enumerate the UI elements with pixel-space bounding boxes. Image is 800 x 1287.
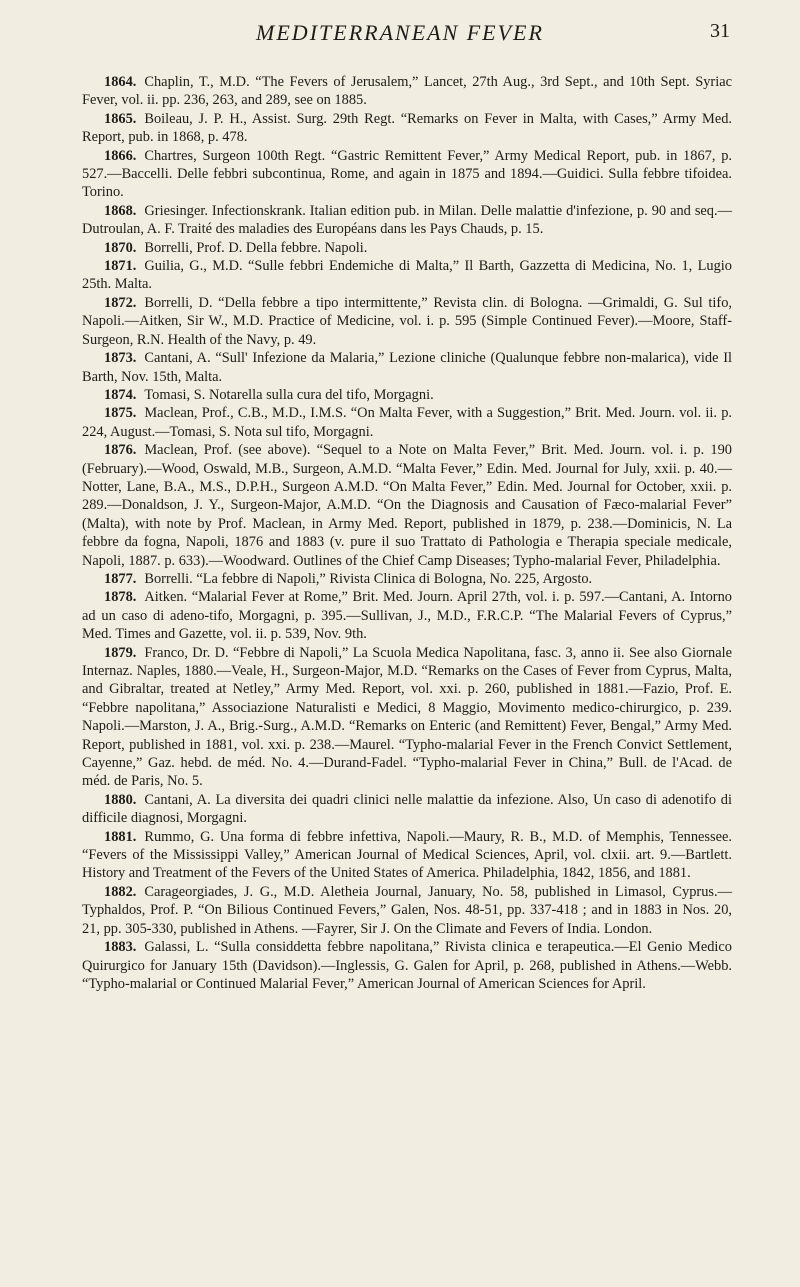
bibliography-entry [82, 257, 732, 294]
page-number: 31 [710, 20, 730, 42]
entry-text: Galassi, L. “Sulla considdetta febbre napolitana,” Rivista clinica e terapeutica.—El Genio Medico Quirurgico for January 15th (Davidson).—Inglessis, G. Galen for April, p. 268, published in Athens.—Webb. “Typho-malarial or Continued Malarial Fever,” American Journal of American Sciences for April. [82, 939, 732, 992]
bibliography-entry [82, 202, 732, 239]
bibliography-entry [82, 570, 732, 588]
entry-text: Borrelli, D. “Della febbre a tipo intermittente,” Revista clin. di Bologna. —Grimaldi, G. Sul tifo, Napoli.—Aitken, Sir W., M.D. Practice of Medicine, vol. i. p. 595 (Simple Continued Fever).—Moore, Staff-Surgeon, R.N. Health of the Navy, p. 49. [82, 294, 732, 348]
entry-text: Tomasi, S. Notarella sulla cura del tifo, Morgagni. [144, 386, 434, 403]
entry-text: Boileau, J. P. H., Assist. Surg. 29th Regt. “Remarks on Fever in Malta, with Cases,” Army Med. Report, pub. in 1868, p. 478. [82, 110, 732, 146]
entry-year: 1875. [104, 405, 137, 422]
entry-text: Aitken. “Malarial Fever at Rome,” Brit. Med. Journ. April 27th, vol. i. p. 597.—Cantani, A. Intorno ad un caso di adeno-tifo, Morgagni, p. 395.—Sullivan, J., M.D., F.R.C.P. “The Malarial Fevers of Cyprus,” Med. Times and Gazette, vol. ii. p. 539, Nov. 9th. [82, 589, 732, 643]
entry-text: Carageorgiades, J. G., M.D. Aletheia Journal, January, No. 58, published in Limasol, Cyprus.—Typhaldos, Prof. P. “On Bilious Continued Fevers,” Galen, Nos. 48-51, pp. 337-418 ; and in 1883 in Nos. 20, 21, pp. 305-330, published in Athens. —Fayrer, Sir J. On the Climate and Fevers of India. London. [82, 883, 732, 937]
entry-text: Franco, Dr. D. “Febbre di Napoli,” La Scuola Medica Napolitana, fasc. 3, anno ii. See also Giornale Internaz. Naples, 1880.—Veale, H., Surgeon-Major, M.D. “Remarks on the Cases of Fever from Cyprus, Malta, and Gibraltar, treated at Netley,” Army Med. Report, vol. xxi. p. 260, published in 1881.—Fazio, Prof. E. “Febbre napolitana,” Associazione Naturalisti e Medici, 8 Maggio, Movimento medico-chirurgico, p. 239. Napoli.—Marston, J. A., Brig.-Surg., A.M.D. “Remarks on Enteric (and Remittent) Fever, Bengal,” Army Med. Report, published in 1881, vol. xxi. p. 238.—Maurel. “Typho-malarial Fever in the French Convict Settlement, Cayenne,” Gaz. hebd. de méd. No. 4.—Durand-Fadel. “Typho-malarial Fever in China,” Bull. de l'Acad. de méd. de Paris, No. 5. [82, 644, 732, 790]
entry-year: 1873. [104, 350, 137, 367]
entry-year: 1868. [104, 202, 137, 219]
bibliography-entry [82, 791, 732, 828]
entry-year: 1865. [104, 110, 137, 127]
bibliography-entry [82, 644, 732, 791]
entry-year: 1874. [104, 386, 137, 403]
bibliography-entry [82, 239, 732, 257]
entry-text: Chartres, Surgeon 100th Regt. “Gastric Remittent Fever,” Army Medical Report, pub. in 1867, p. 527.—Baccelli. Delle febbri subcontinua, Rome, and again in 1875 and 1894.—Guidici. Sulla febbre tifoidea. Torino. [82, 147, 732, 201]
entry-year: 1877. [104, 570, 137, 587]
entry-text: Cantani, A. “Sull' Infezione da Malaria,” Lezione cliniche (Qualunque febbre non-malarica), vide Il Barth, Nov. 15th, Malta. [82, 350, 732, 385]
entry-year: 1882. [104, 883, 137, 900]
entry-year: 1879. [104, 644, 137, 661]
entry-year: 1870. [104, 239, 137, 256]
entry-text: Rummo, G. Una forma di febbre infettiva, Napoli.—Maury, R. B., M.D. of Memphis, Tennessee. “Fevers of the Mississippi Valley,” American Journal of Medical Sciences, April, vol. clxii. art. 9.—Bartlett. History and Treatment of the Fevers of the United States of America. Philadelphia, 1842, 1856, and 1881. [82, 828, 732, 882]
entry-text: Cantani, A. La diversita dei quadri clinici nelle malattie da infezione. Also, Un caso di adenotifo di difficile diagnosi, Morgagni. [82, 791, 732, 827]
bibliography-entry [82, 404, 732, 441]
entry-text: Guilia, G., M.D. “Sulle febbri Endemiche di Malta,” Il Barth, Gazzetta di Medicina, No. 1, Lugio 25th. Malta. [82, 258, 732, 293]
bibliography-entry [82, 294, 732, 349]
entry-text: Griesinger. Infectionskrank. Italian edition pub. in Milan. Delle malattie d'infezione, p. 90 and seq.—Dutroulan, A. F. Traité des maladies des Européans dans les Pays Chauds, p. 15. [82, 202, 732, 238]
running-title: MEDITERRANEAN FEVER [256, 20, 544, 45]
bibliography-entry [82, 349, 732, 386]
bibliography-entry [82, 386, 732, 404]
entry-text: Borrelli, Prof. D. Della febbre. Napoli. [144, 239, 368, 256]
entry-year: 1866. [104, 147, 137, 164]
entry-text: Maclean, Prof. (see above). “Sequel to a Note on Malta Fever,” Brit. Med. Journ. vol. i. p. 190 (February).—Wood, Oswald, M.B., Surgeon, A.M.D. “Malta Fever,” Edin. Med. Journal for July, xxii. p. 40.—Notter, Lane, B.A., M.S., D.P.H., Surgeon A.M.D. “On Malta Fever,” Edin. Med. Journal for October, xxii. p. 289.—Donaldson, J. Y., Surgeon-Major, A.M.D. “On the Diagnosis and Causation of Fæco-malarial Fever” (Malta), with note by Prof. Maclean, in Army Med. Report, published in 1879, p. 238.—Dominicis, N. La febbre da fogna, Napoli, 1876 and 1883 (v. pure il suo Trattato di Pathologia e Therapia speciale medicale, Napoli, 1887. p. 633).—Woodward. Outlines of the Chief Camp Diseases; Typho-malarial Fever, Philadelphia. [82, 442, 732, 569]
bibliography-entry [82, 110, 732, 147]
bibliography-entry [82, 828, 732, 883]
entry-year: 1883. [104, 939, 137, 956]
entry-text: Maclean, Prof., C.B., M.D., I.M.S. “On Malta Fever, with a Suggestion,” Brit. Med. Journ. vol. ii. p. 224, August.—Tomasi, S. Nota sul tifo, Morgagni. [82, 405, 732, 440]
entry-text: Chaplin, T., M.D. “The Fevers of Jerusalem,” Lancet, 27th Aug., 3rd Sept., and 10th Sept. Syriac Fever, vol. ii. pp. 236, 263, and 289, see on 1885. [82, 74, 732, 109]
bibliography-entry [82, 883, 732, 938]
bibliography-entry [82, 441, 732, 570]
bibliography-entry [82, 73, 732, 110]
entry-year: 1880. [104, 791, 137, 808]
bibliography-list [82, 73, 732, 993]
entry-year: 1876. [104, 442, 137, 459]
entry-year: 1881. [104, 828, 137, 845]
entry-text: Borrelli. “La febbre di Napoli,” Rivista Clinica di Bologna, No. 225, Argosto. [144, 570, 593, 587]
bibliography-entry [82, 147, 732, 202]
entry-year: 1878. [104, 589, 137, 606]
bibliography-entry [82, 588, 732, 643]
entry-year: 1871. [104, 258, 137, 275]
entry-year: 1872. [104, 294, 137, 311]
bibliography-entry [82, 938, 732, 993]
entry-year: 1864. [104, 74, 137, 90]
